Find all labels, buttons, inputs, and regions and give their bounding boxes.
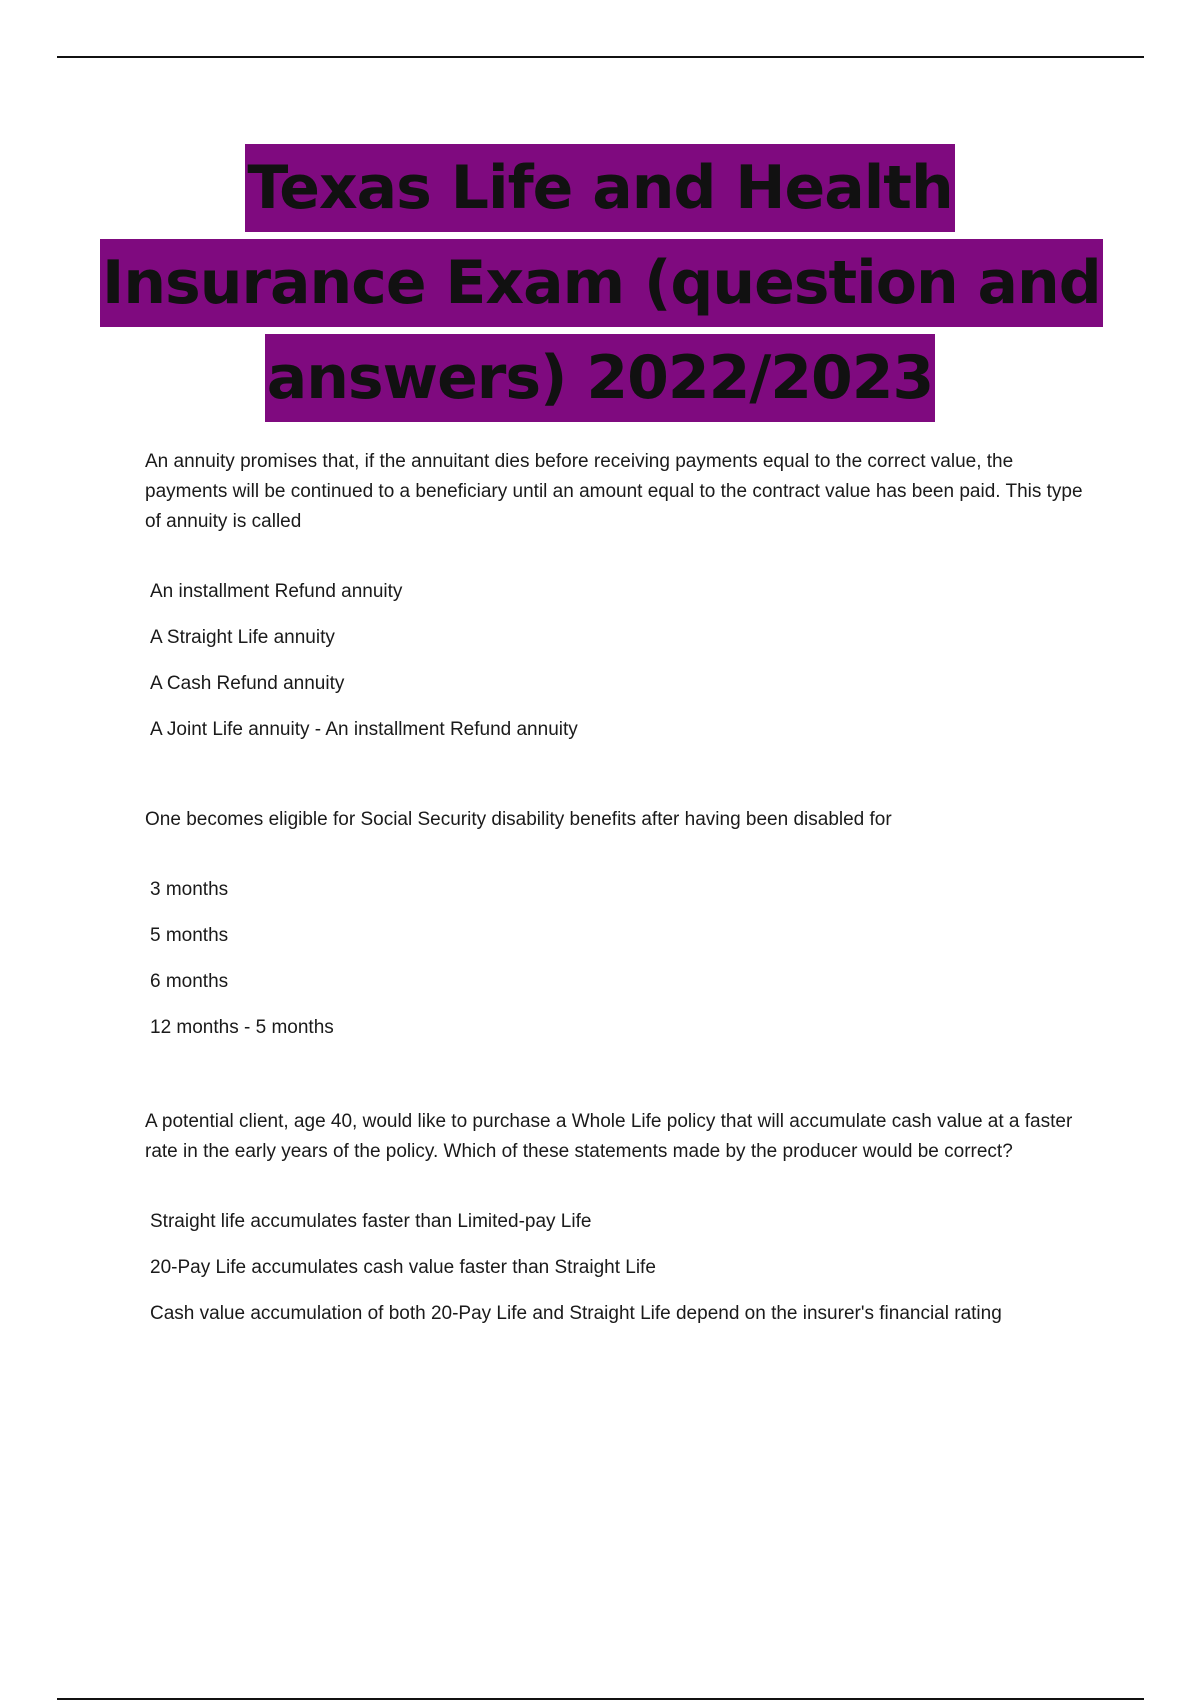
answer-option: 5 months bbox=[150, 925, 229, 946]
top-rule bbox=[57, 56, 1144, 58]
answer-options bbox=[150, 577, 1095, 761]
answer-option: 12 months - 5 months bbox=[150, 1017, 334, 1038]
answer-option: An installment Refund annuity bbox=[150, 581, 403, 602]
answer-option: Cash value accumulation of both 20-Pay Life and Straight Life depend on the insurer's financial rating bbox=[150, 1303, 1002, 1324]
answer-options bbox=[150, 875, 1095, 1059]
answer-option: A Joint Life annuity - An installment Refund annuity bbox=[150, 719, 578, 740]
question-3 bbox=[145, 1107, 1095, 1345]
answer-option: A Straight Life annuity bbox=[150, 627, 335, 648]
question-text: An annuity promises that, if the annuitant dies before receiving payments equal to the correct value, the payments will be continued to a beneficiary until an amount equal to the contract value has been paid. This type of annuity is called bbox=[145, 451, 1083, 532]
answer-option: 20-Pay Life accumulates cash value faster than Straight Life bbox=[150, 1257, 656, 1278]
question-text: A potential client, age 40, would like to purchase a Whole Life policy that will accumulate cash value at a faster rate in the early years of the policy. Which of these statements made by the producer would be correct? bbox=[145, 1111, 1073, 1162]
answer-options bbox=[150, 1207, 1095, 1345]
answer-option: Straight life accumulates faster than Limited-pay Life bbox=[150, 1211, 592, 1232]
question-2 bbox=[145, 805, 1095, 1059]
question-1 bbox=[145, 447, 1095, 761]
answer-option: 6 months bbox=[150, 971, 229, 992]
question-text: One becomes eligible for Social Security disability benefits after having been disabled for bbox=[145, 809, 892, 830]
title-line-3: answers) 2022/2023 bbox=[265, 334, 936, 422]
answer-option: A Cash Refund annuity bbox=[150, 673, 345, 694]
title-line-2: Insurance Exam (question and bbox=[100, 239, 1103, 327]
title-line-1: Texas Life and Health bbox=[245, 144, 954, 232]
answer-option: 3 months bbox=[150, 879, 229, 900]
document-body bbox=[145, 447, 1095, 1345]
document-title bbox=[100, 144, 1100, 429]
